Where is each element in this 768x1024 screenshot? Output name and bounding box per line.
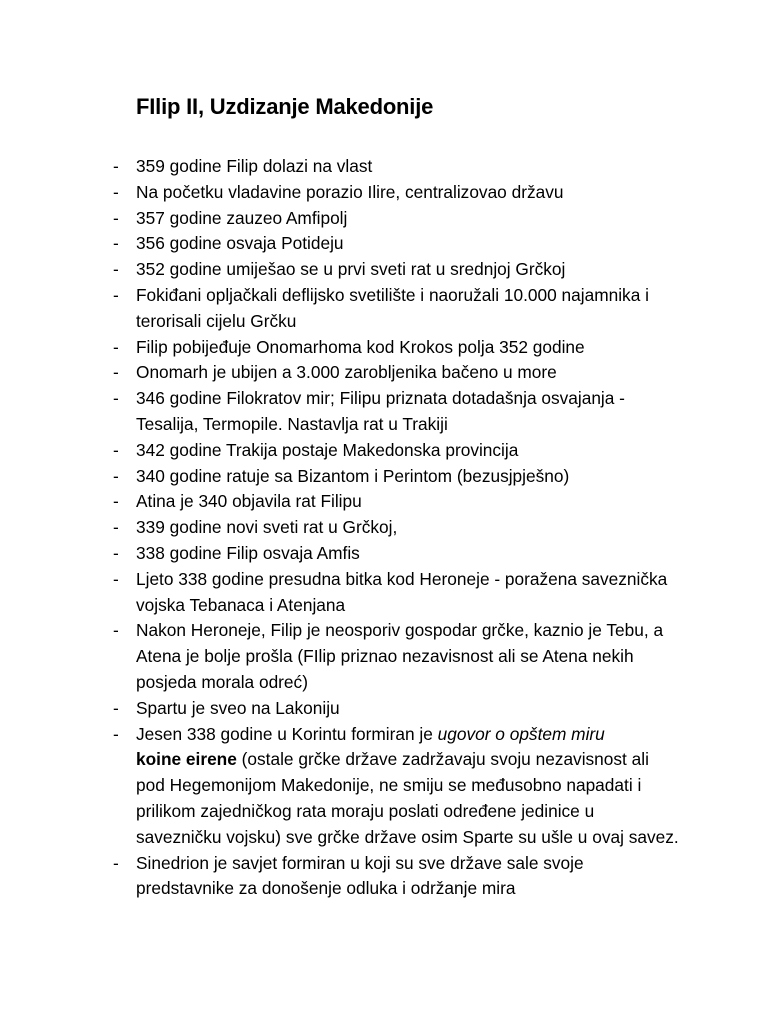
bullet-dash: -	[113, 568, 119, 589]
list-item-text: 342 godine Trakija postaje Makedonska provincija	[136, 439, 519, 460]
bullet-dash: -	[113, 388, 119, 409]
list-item	[0, 154, 681, 180]
list-item-korint-treaty	[0, 722, 681, 851]
list-item-text: Filip pobijeđuje Onomarhoma kod Krokos polja 352 godine	[136, 336, 585, 357]
list-item	[0, 335, 681, 361]
bullet-dash: -	[113, 697, 119, 718]
bullet-list	[0, 154, 768, 902]
list-item-text	[136, 724, 679, 847]
list-item	[0, 851, 681, 903]
list-item-text: 352 godine umiješao se u prvi sveti rat u srednjoj Grčkoj	[136, 259, 566, 280]
list-item-text: Onomarh je ubijen a 3.000 zarobljenika bačeno u more	[136, 362, 557, 383]
bullet-dash: -	[113, 852, 119, 873]
list-item-text: 338 godine Filip osvaja Amfis	[136, 542, 360, 563]
bullet-dash: -	[113, 207, 119, 228]
list-item	[0, 206, 681, 232]
page-title: FIlip II, Uzdizanje Makedonije	[136, 94, 434, 119]
list-item-text: Spartu je sveo na Lakoniju	[136, 697, 340, 718]
list-item	[0, 180, 681, 206]
list-item	[0, 283, 681, 335]
bullet-dash: -	[113, 723, 119, 744]
list-item-text: Atina je 340 objavila rat Filipu	[136, 491, 362, 512]
treaty-name-italic: ugovor o opštem miru	[437, 723, 605, 744]
korint-rest-text: (ostale grčke države zadržavaju svoju nezavisnost ali pod Hegemonijom Makedonije, ne smiju se međusobno napadati i prilikom zajedničkog rata moraju poslati određene jedinice u savezničku vojsku) sve grčke države osim Sparte su ušle u ovaj savez.	[136, 749, 679, 847]
list-item-text: Na početku vladavine porazio Ilire, centralizovao državu	[136, 181, 564, 202]
list-item	[0, 541, 681, 567]
list-item-text: Ljeto 338 godine presudna bitka kod Heroneje - poražena saveznička vojska Tebanaca i Atenjana	[136, 568, 668, 615]
list-item	[0, 567, 681, 619]
list-item	[0, 489, 681, 515]
list-item-text: 356 godine osvaja Potideju	[136, 233, 344, 254]
bullet-dash: -	[113, 517, 119, 538]
list-item-text: Nakon Heroneje, Filip je neosporiv gospodar grčke, kaznio je Tebu, a Atena je bolje prošla (FIlip priznao nezavisnost ali se Atena nekih posjeda morala odreć)	[136, 620, 664, 692]
list-item-text: 359 godine Filip dolazi na vlast	[136, 156, 373, 176]
bullet-dash: -	[113, 465, 119, 486]
list-item-text: 357 godine zauzeo Amfipolj	[136, 207, 348, 228]
list-item-text: 346 godine Filokratov mir; Filipu priznata dotadašnja osvajanja - Tesalija, Termopile. Nastavlja rat u Trakiji	[136, 388, 625, 434]
bullet-dash: -	[113, 259, 119, 280]
list-item	[0, 464, 681, 490]
bullet-dash: -	[113, 542, 119, 563]
list-item	[0, 696, 681, 722]
bullet-dash: -	[113, 156, 119, 176]
list-item	[0, 360, 681, 386]
bullet-dash: -	[113, 336, 119, 357]
bullet-dash: -	[113, 362, 119, 383]
bullet-dash: -	[113, 491, 119, 512]
korint-lead-text: Jesen 338 godine u Korintu formiran je	[136, 723, 438, 744]
list-item	[0, 386, 681, 438]
koine-eirene-bold: koine eirene	[136, 749, 237, 770]
list-item	[0, 231, 681, 257]
bullet-dash: -	[113, 181, 119, 202]
list-item-text: 340 godine ratuje sa Bizantom i Perintom (bezusjpješno)	[136, 465, 570, 486]
bullet-dash: -	[113, 233, 119, 254]
list-item-text: Fokiđani opljačkali deflijsko svetilište i naoružali 10.000 najamnika i terorisali cijelu Grčku	[136, 284, 649, 331]
bullet-dash: -	[113, 439, 119, 460]
list-item	[0, 618, 681, 695]
list-item	[0, 438, 681, 464]
list-item-text: 339 godine novi sveti rat u Grčkoj,	[136, 517, 398, 538]
list-item	[0, 515, 681, 541]
list-item	[0, 257, 681, 283]
list-item-text: Sinedrion je savjet formiran u koji su sve države sale svoje predstavnike za donošenje odluka i održanje mira	[136, 852, 584, 899]
bullet-dash: -	[113, 284, 119, 305]
bullet-dash: -	[113, 620, 119, 641]
